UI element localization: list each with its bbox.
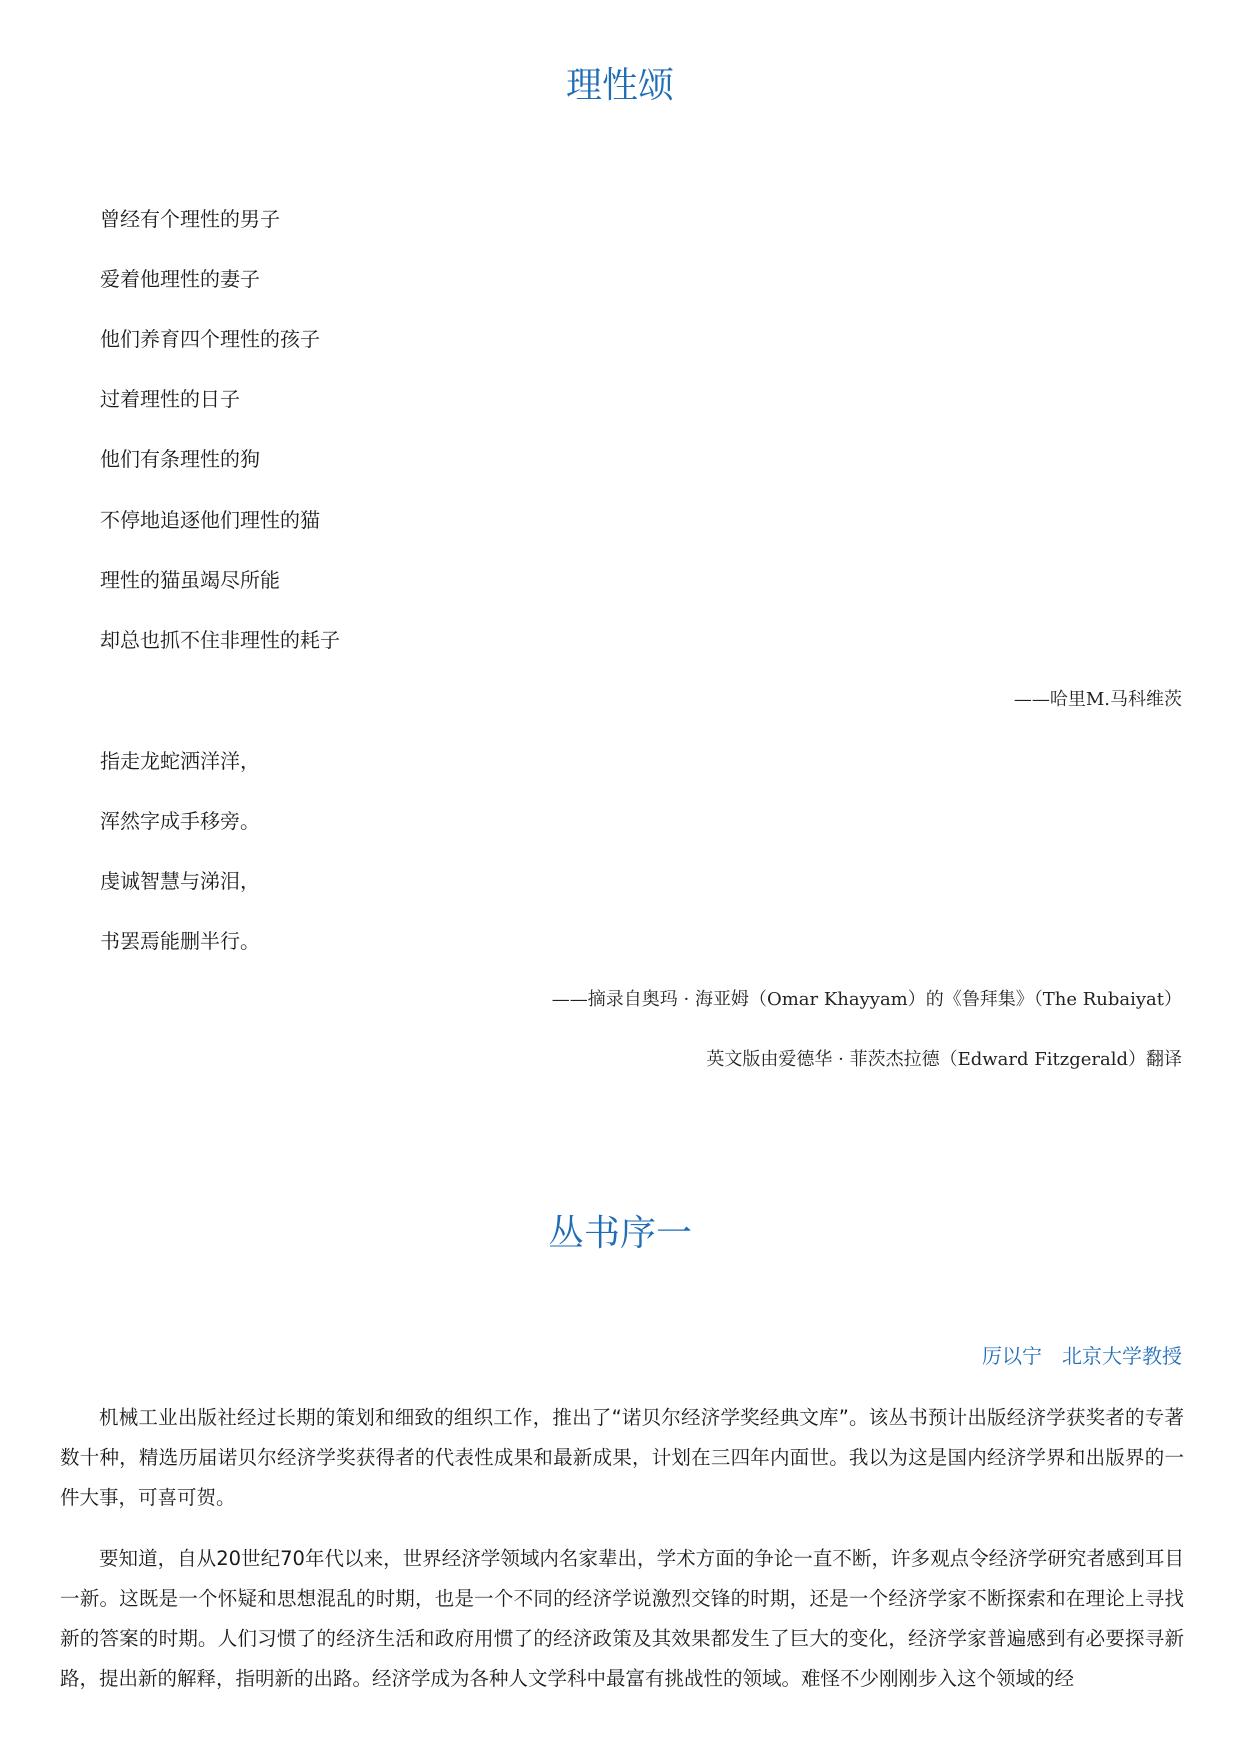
preface-paragraph: 机械工业出版社经过长期的策划和细致的组织工作，推出了“诺贝尔经济学奖经典文库”。该丛书预计出版经济学获奖者的专著数十种，精选历届诺贝尔经济学奖获得者的代表性成果和最新成果，计划在三四年内面世。我以为这是国内经济学界和出版界的一件大事，可喜可贺。 — [60, 1406, 1184, 1509]
poem-line: 不停地追逐他们理性的猫 — [100, 508, 320, 532]
section-title: 丛书序一 — [547, 1213, 692, 1254]
poem-line: 曾经有个理性的男子 — [100, 207, 280, 231]
poem-line: 书罢焉能删半行。 — [100, 929, 260, 953]
preface-author: 厉以宁 北京大学教授 — [982, 1344, 1182, 1368]
preface-paragraph: 要知道，自从20世纪70年代以来，世界经济学领域内名家辈出，学术方面的争论一直不断，许多观点令经济学研究者感到耳目一新。这既是一个怀疑和思想混乱的时期，也是一个不同的经济学说激烈交锋的时期，还是一个经济学家不断探索和在理论上寻找新的答案的时期。人们习惯了的经济生活和政府用惯了的经济政策及其效果都发生了巨大的变化，经济学家普遍感到有必要探寻新路，提出新的解释，指明新的出路。经济学成为各种人文学科中最富有挑战性的领域。难怪不少刚刚步入这个领域的经 — [60, 1547, 1184, 1690]
translator-attribution: 英文版由爱德华 · 菲茨杰拉德（Edward Fitzgerald）翻译 — [706, 1049, 1182, 1070]
poem-line: 指走龙蛇洒洋洋， — [100, 749, 260, 773]
poem-line: 他们有条理性的狗 — [100, 447, 260, 471]
page-title: 理性颂 — [565, 65, 674, 106]
poem-line: 虔诚智慧与涕泪， — [100, 869, 260, 893]
poem-source-attribution: ——摘录自奥玛 · 海亚姆（Omar Khayyam）的《鲁拜集》（The Rubaiyat） — [551, 989, 1182, 1010]
poem-line: 却总也抓不住非理性的耗子 — [100, 628, 340, 652]
poem-line: 过着理性的日子 — [100, 387, 240, 411]
poem-line: 他们养育四个理性的孩子 — [100, 327, 320, 351]
poem-attribution: ——哈里M.马科维茨 — [1013, 689, 1182, 710]
poem-line: 理性的猫虽竭尽所能 — [100, 568, 280, 592]
poem-line: 爱着他理性的妻子 — [100, 267, 260, 291]
poem-line: 浑然字成手移旁。 — [100, 809, 260, 833]
